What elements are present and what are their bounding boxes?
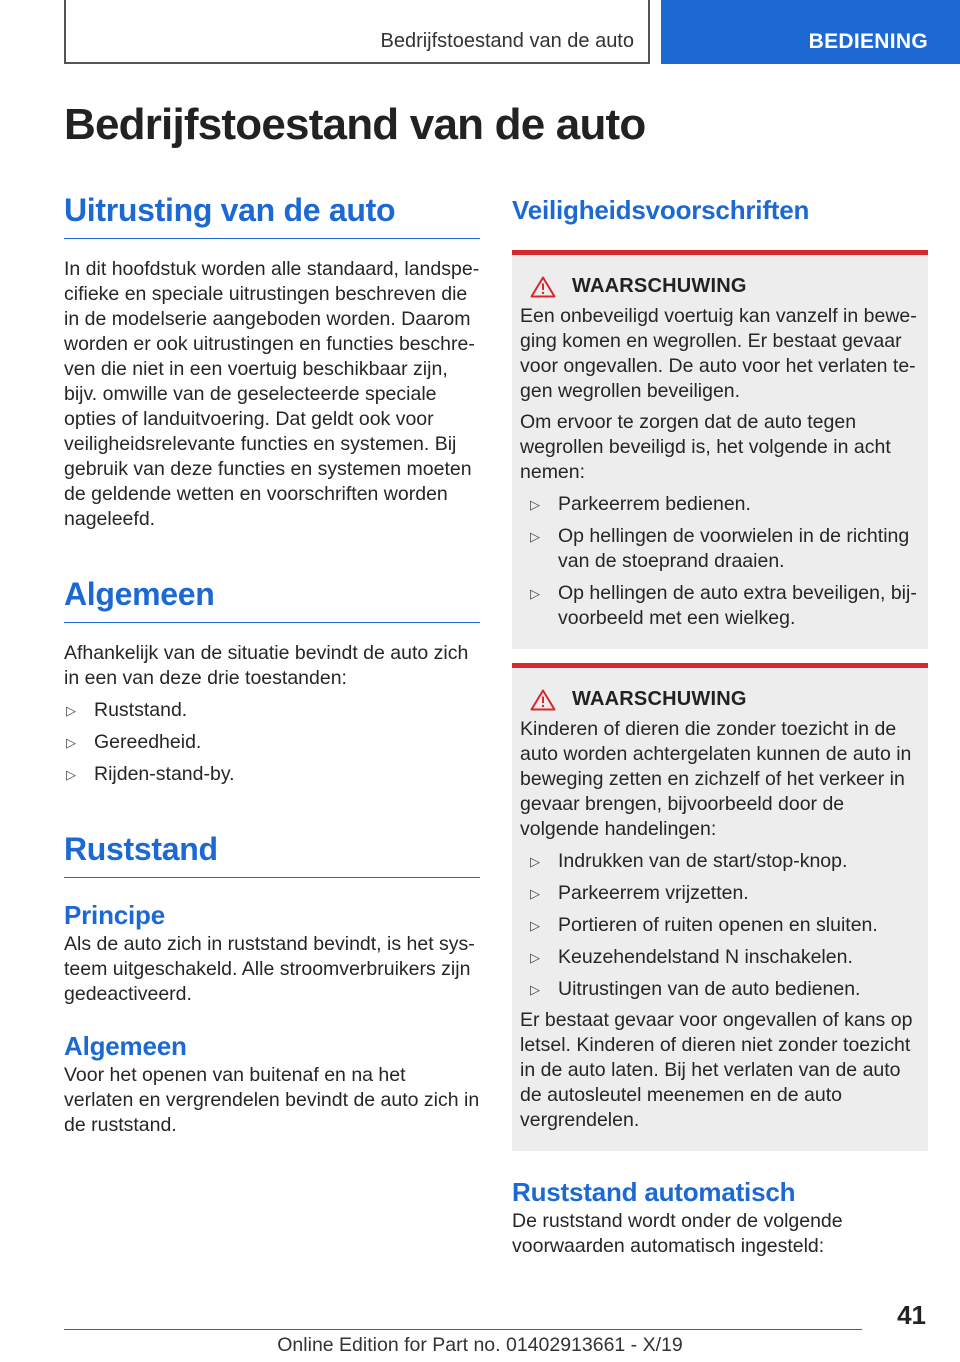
warning-paragraph: Om ervoor te zorgen dat de auto tegen wegrollen beveiligd is, het volgende in acht nemen: xyxy=(520,411,891,483)
header-section-title: Bedrijfstoestand van de auto xyxy=(380,30,634,52)
list-item: ▷ Keuzehendelstand N inschakelen. xyxy=(530,946,853,968)
section-heading-general: Algemeen xyxy=(64,572,480,623)
warning-paragraph: Een onbeveiligd voertuig kan vanzelf in beweging komen en wegrollen. Er bestaat gevaar voor ongevallen. De auto voor het verlaten tegen wegrollen beveiligen. xyxy=(520,305,917,402)
warning-header xyxy=(520,275,920,298)
principle-paragraph: Als de auto zich in ruststand bevindt, is het systeem uitgeschakeld. Alle stroomverbruikers zijn gedeactiveerd. xyxy=(64,933,475,1005)
general-paragraph: Afhankelijk van de situatie bevindt de auto zich in een van deze drie toestanden: xyxy=(64,642,469,689)
page-number: 41 xyxy=(897,1300,926,1330)
warning-list xyxy=(520,492,920,631)
triangle-bullet-icon: ▷ xyxy=(66,767,76,782)
triangle-bullet-icon: ▷ xyxy=(530,529,540,544)
subheading-principle: Principe xyxy=(64,900,165,930)
list-item: ▷ Parkeerrem vrijzetten. xyxy=(530,882,749,904)
triangle-bullet-icon: ▷ xyxy=(530,886,540,901)
warning-paragraph: Kinderen of dieren die zonder toezicht in de auto worden achtergelaten kunnen de auto in beweging zetten en zichzelf of het verkeer in gevaar brengen, bijvoorbeeld door de volgende handelingen: xyxy=(520,718,912,840)
triangle-bullet-icon: ▷ xyxy=(530,854,540,869)
list-item: ▷ Rijden-stand-by. xyxy=(66,763,235,785)
triangle-bullet-icon: ▷ xyxy=(530,918,540,933)
equipment-paragraph: In dit hoofdstuk worden alle standaard, landspecifieke en speciale uitrustingen beschreven die in de modelserie aangeboden worden. Daarom worden er ook uitrustingen en functies beschreven die niet in een voertuig beschikbaar zijn, bijv. omwille van de geselecteerde speciale opties of landuitvoering. Dat geldt ook voor veiligheidsrelevante functies en systemen. Bij gebruik van deze functies en systemen moeten de geldende wetten en voorschriften worden nageleefd. xyxy=(64,258,480,530)
list-item: ▷ Gereedheid. xyxy=(66,731,202,753)
list-item: ▷ Portieren of ruiten openen en sluiten. xyxy=(530,914,878,936)
rest-general-paragraph: Voor het openen van buitenaf en na het verlaten en vergrendelen bevindt de auto zich in de ruststand. xyxy=(64,1064,480,1136)
section-heading-rest-mode: Ruststand xyxy=(64,827,480,878)
subheading-general: Algemeen xyxy=(64,1031,187,1061)
header-section-box xyxy=(64,0,650,64)
footer-divider xyxy=(64,1329,862,1330)
list-item: ▷ Op hellingen de voorwielen in de richting van de stoeprand draaien. xyxy=(530,525,910,572)
triangle-bullet-icon: ▷ xyxy=(66,703,76,718)
section-heading-safety: Veiligheidsvoorschriften xyxy=(512,195,810,225)
list-item: ▷ Ruststand. xyxy=(66,699,188,721)
triangle-bullet-icon: ▷ xyxy=(530,586,540,601)
footer-edition: Online Edition for Part no. 01402913661 - X/19 xyxy=(277,1334,683,1356)
triangle-bullet-icon: ▷ xyxy=(530,497,540,512)
list-item: ▷ Op hellingen de auto extra beveiligen, bijvoorbeeld met een wielkeg. xyxy=(530,582,917,629)
list-item: ▷ Indrukken van de start/stop-knop. xyxy=(530,850,848,872)
auto-rest-paragraph: De ruststand wordt onder de volgende voorwaarden automatisch ingesteld: xyxy=(512,1210,843,1257)
warning-list xyxy=(520,849,920,1002)
warning-paragraph: Er bestaat gevaar voor ongevallen of kans op letsel. Kinderen of dieren niet zonder toezicht in de auto laten. Bij het verlaten van de auto de autosleutel meenemen en de auto vergrendelen. xyxy=(520,1009,913,1131)
list-item: ▷ Uitrustingen van de auto bedienen. xyxy=(530,978,861,1000)
page-title: Bedrijfstoestand van de auto xyxy=(64,100,646,149)
warning-box-children xyxy=(512,663,928,1151)
list-item: ▷ Parkeerrem bedienen. xyxy=(530,493,751,515)
page-header xyxy=(0,0,960,66)
right-column xyxy=(512,188,928,1259)
triangle-bullet-icon: ▷ xyxy=(530,950,540,965)
warning-header xyxy=(520,688,920,711)
header-chapter-tab[interactable] xyxy=(661,0,960,64)
warning-box-rolling xyxy=(512,250,928,649)
warning-triangle-icon xyxy=(530,276,556,298)
warning-triangle-icon xyxy=(530,689,556,711)
section-heading-equipment: Uitrusting van de auto xyxy=(64,188,480,239)
left-column xyxy=(64,188,480,1138)
header-chapter-label: BEDIENING xyxy=(808,30,928,53)
triangle-bullet-icon: ▷ xyxy=(530,982,540,997)
states-list xyxy=(64,698,480,787)
warning-label: WAARSCHUWING xyxy=(572,275,747,297)
subheading-auto-rest: Ruststand automatisch xyxy=(512,1177,796,1207)
triangle-bullet-icon: ▷ xyxy=(66,735,76,750)
warning-label: WAARSCHUWING xyxy=(572,688,747,710)
